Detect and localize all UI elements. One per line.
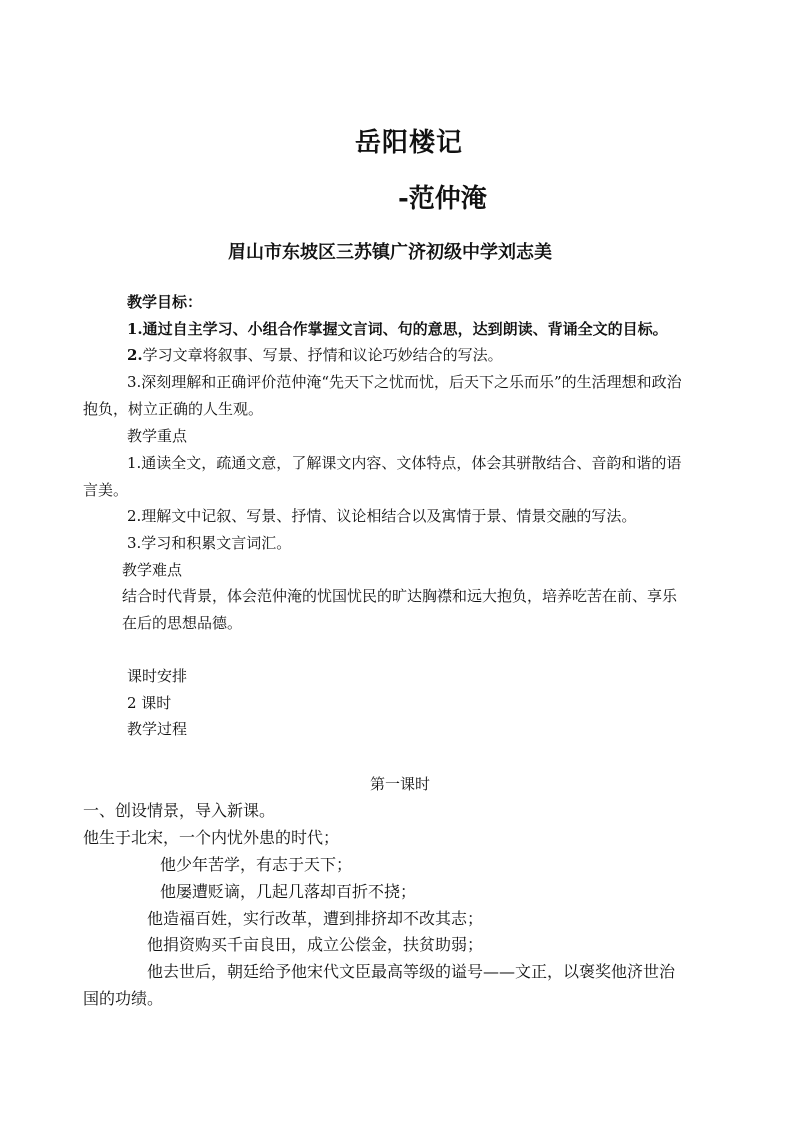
difficulties-heading: 教学难点 xyxy=(122,561,183,579)
objective-item-3-line-2: 抱负，树立正确的人生观。 xyxy=(83,400,264,418)
lesson-1-step-1: 一、创设情景，导入新课。 xyxy=(83,801,276,820)
lesson-1-line-1: 他少年苦学，有志于天下； xyxy=(160,855,353,874)
objective-item-2-number: 2. xyxy=(127,346,143,364)
document-title: 岳阳楼记 xyxy=(355,128,464,158)
key-points-heading: 教学重点 xyxy=(127,427,188,445)
objective-item-2 xyxy=(127,348,503,363)
key-point-item-1-line-1: 1.通读全文，疏通文意，了解课文内容、文体特点，体会其骈散结合、音韵和谐的语 xyxy=(127,454,682,472)
objective-item-3-line-1: 3.深刻理解和正确评价范仲淹“先天下之忧而忧，后天下之乐而乐”的生活理想和政治 xyxy=(127,373,682,391)
objective-item-2-text: 学习文章将叙事、写景、抒情和议论巧妙结合的写法。 xyxy=(142,346,503,364)
lesson-1-line-2: 他屡遭贬谪，几起几落却百折不挠； xyxy=(160,882,417,901)
lesson-1-intro: 他生于北宋，一个内忧外患的时代； xyxy=(83,828,340,847)
lesson-1-line-3: 他造福百姓，实行改革，遭到排挤却不改其志； xyxy=(147,909,484,928)
schedule-heading: 课时安排 xyxy=(127,667,188,685)
author-line: -范仲淹 xyxy=(398,184,487,214)
objective-item-1: 1.通过自主学习、小组合作掌握文言词、句的意思，达到朗读、背诵全文的目标。 xyxy=(127,320,668,338)
difficulties-line-1: 结合时代背景，体会范仲淹的忧国忧民的旷达胸襟和远大抱负，培养吃苦在前、享乐 xyxy=(122,587,678,605)
key-point-item-1-line-2: 言美。 xyxy=(83,481,129,499)
lesson-1-line-4: 他捐资购买千亩良田，成立公偿金，扶贫助弱； xyxy=(147,935,484,954)
difficulties-line-2: 在后的思想品德。 xyxy=(122,614,243,632)
schedule-value: 2 课时 xyxy=(127,694,172,712)
lesson-1-line-5b: 国的功绩。 xyxy=(83,989,164,1008)
key-point-item-3: 3.学习和积累文言词汇。 xyxy=(127,534,292,552)
lesson-1-line-5a: 他去世后，朝廷给予他宋代文臣最高等级的谥号——文正，以褒奖他济世治 xyxy=(147,962,676,981)
school-line: 眉山市东坡区三苏镇广济初级中学刘志美 xyxy=(228,242,552,263)
key-point-item-2: 2.理解文中记叙、写景、抒情、议论相结合以及寓情于景、情景交融的写法。 xyxy=(127,507,637,525)
objectives-heading: 教学目标： xyxy=(127,293,203,311)
lesson-1-heading: 第一课时 xyxy=(370,775,431,793)
process-heading: 教学过程 xyxy=(127,720,188,738)
